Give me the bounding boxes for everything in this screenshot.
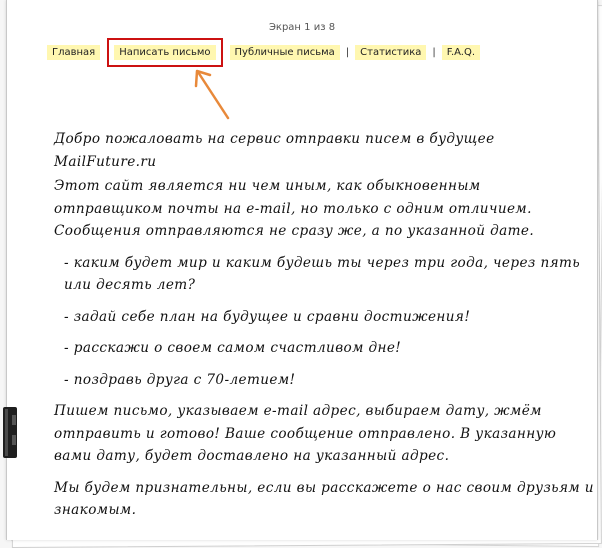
welcome-text [54, 128, 594, 531]
main-nav [47, 43, 484, 61]
nav-item-statistics[interactable]: Статистика [355, 45, 426, 60]
binder-clip-icon [0, 405, 20, 460]
arrow-up-left-icon [192, 66, 232, 122]
nav-item-faq[interactable]: F.A.Q. [442, 45, 480, 60]
paper-page [6, 0, 598, 540]
nav-item-write-letter[interactable]: Написать письмо [114, 45, 215, 60]
list-item: - задай себе план на будущее и сравни достижения! [64, 308, 471, 325]
intro-paragraph: Этот сайт является ни чем иным, как обыкновенным отправщиком почты на e-mail, но только с одним отличием. Сообщения отправляются не сразу же, а по указанной дате. [54, 178, 535, 239]
list-item: - поздравь друга с 70-летием! [64, 371, 296, 388]
screen-counter: Экран 1 из 8 [268, 22, 336, 33]
list-item: - каким будет мир и каким будешь ты через три года, через пять или десять лет? [64, 254, 581, 293]
nav-item-public-letters[interactable]: Публичные письма [230, 45, 340, 60]
list-item: - расскажи о своем самом счастливом дне! [64, 340, 402, 356]
closing-paragraph: Мы будем признательны, если вы расскажете о нас своим друзьям и знакомым. [54, 479, 594, 518]
nav-separator: | [432, 46, 436, 58]
instructions-paragraph: Пишем письмо, указываем e-mail адрес, выбираем дату, жмём отправить и готово! Ваше сообщение отправлено. В указанную вами дату, будет доставлено на указанный адрес. [54, 403, 557, 464]
welcome-title: Добро пожаловать на сервис отправки писем в будущее MailFuture.ru [54, 131, 495, 170]
nav-separator: | [345, 46, 350, 58]
nav-item-home[interactable]: Главная [47, 45, 100, 60]
